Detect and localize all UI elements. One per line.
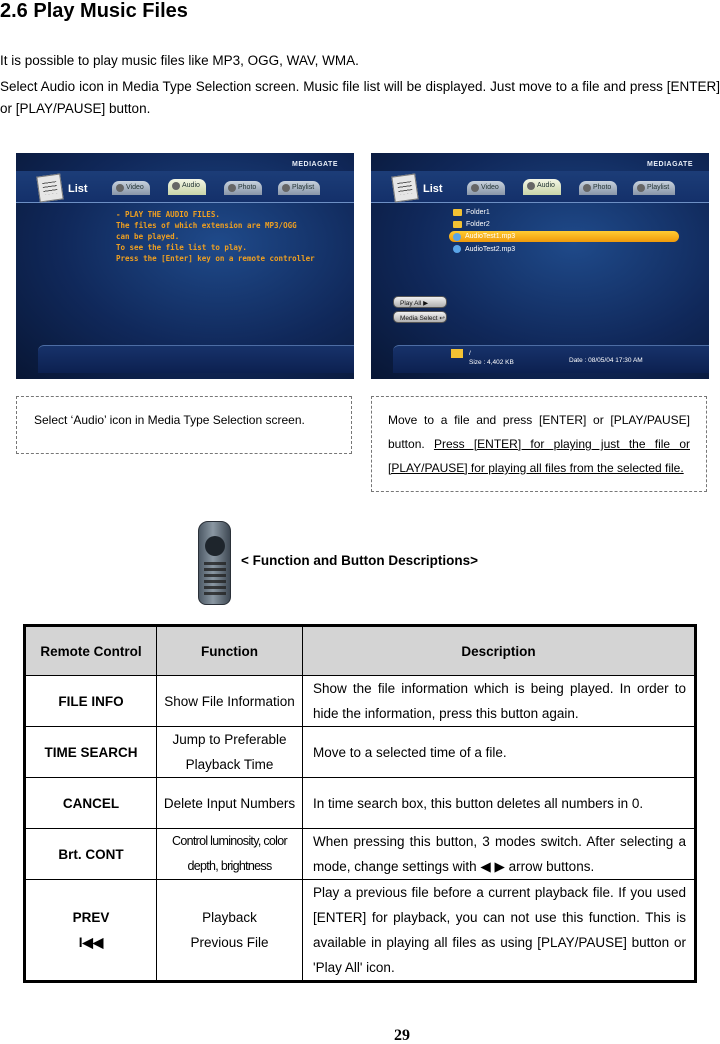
- playlist-icon: [282, 184, 290, 192]
- list-item-selected[interactable]: AudioTest1.mp3: [449, 231, 679, 242]
- caption-left: Select ‘Audio’ icon in Media Type Selection screen.: [16, 396, 352, 454]
- video-icon: [116, 184, 124, 192]
- list-icon: [391, 173, 418, 202]
- tab-playlist[interactable]: Playlist: [633, 181, 675, 195]
- list-item[interactable]: Folder2: [453, 221, 490, 228]
- list-item[interactable]: Folder1: [453, 209, 490, 216]
- audio-icon: [172, 182, 180, 190]
- path-info: / Size : 4,402 KB: [469, 350, 514, 366]
- media-select-button[interactable]: Media Select ↩: [393, 311, 447, 323]
- header-description: Description: [303, 626, 696, 676]
- function-table: [23, 624, 697, 983]
- audio-icon: [527, 182, 535, 190]
- screenshot-file-list: [371, 153, 709, 379]
- brand-logo: MEDIAGATE: [647, 161, 693, 168]
- table-row: TIME SEARCH Jump to Preferable Playback Time Move to a selected time of a file.: [25, 727, 696, 778]
- tab-photo[interactable]: Photo: [224, 181, 262, 195]
- list-label: List: [423, 183, 443, 195]
- music-icon: [453, 233, 461, 241]
- folder-icon: [453, 209, 462, 216]
- tab-audio[interactable]: Audio: [168, 179, 206, 195]
- video-icon: [471, 184, 479, 192]
- play-all-button[interactable]: Play All ▶: [393, 296, 447, 308]
- intro-line-2: Select Audio icon in Media Type Selection screen. Music file list will be displayed. Just move to a file and press [ENTER] or [PLAY/PAUSE] button.: [0, 79, 720, 116]
- screen-header: [371, 171, 709, 203]
- screenshot-audio-selection: [16, 153, 354, 379]
- date-info: Date : 08/05/04 17:30 AM: [569, 357, 643, 364]
- prev-track-icon: I◀◀: [78, 935, 104, 950]
- brt-cont-description: When pressing this button, 3 modes switch. After selecting a mode, change settings with ◀ ▶ arrow buttons.: [303, 829, 696, 880]
- tab-photo[interactable]: Photo: [579, 181, 617, 195]
- function-table-title: < Function and Button Descriptions>: [241, 553, 479, 568]
- audio-help-message: - PLAY THE AUDIO FILES. The files of which extension are MP3/OGG can be played. To see the file list to play. Press the [Enter] key on a remote controller: [116, 210, 315, 263]
- photo-icon: [228, 184, 236, 192]
- section-heading: 2.6 Play Music Files: [0, 0, 188, 22]
- brand-logo: MEDIAGATE: [292, 161, 338, 168]
- tab-audio[interactable]: Audio: [523, 179, 561, 195]
- tab-playlist[interactable]: Playlist: [278, 181, 320, 195]
- tab-video[interactable]: Video: [467, 181, 505, 195]
- playlist-icon: [637, 184, 645, 192]
- caption-right: Move to a file and press [ENTER] or [PLAY/PAUSE] button. Press [ENTER] for playing just the file or [PLAY/PAUSE] for playing all files from the selected file.: [371, 396, 707, 492]
- screen-footer: [38, 345, 354, 373]
- table-row: PREV I◀◀ Playback Previous File Play a previous file before a current playback file. If you used [ENTER] for playback, you can not use this function. This is available in playing all files as using [PLAY/PAUSE] button or 'Play All' icon.: [25, 880, 696, 982]
- table-row: FILE INFO Show File Information Show the file information which is being played. In order to hide the information, press this button again.: [25, 676, 696, 727]
- table-row: CANCEL Delete Input Numbers In time search box, this button deletes all numbers in 0.: [25, 778, 696, 829]
- music-icon: [453, 245, 461, 253]
- arrow-left-right-icon: ◀ ▶: [480, 859, 505, 874]
- intro-line-1: It is possible to play music files like MP3, OGG, WAV, WMA.: [0, 53, 359, 68]
- header-function: Function: [157, 626, 303, 676]
- tab-video[interactable]: Video: [112, 181, 150, 195]
- folder-icon: [451, 349, 463, 358]
- screen-header: [16, 171, 354, 203]
- photo-icon: [583, 184, 591, 192]
- remote-control-icon: [198, 521, 231, 605]
- folder-icon: [453, 221, 462, 228]
- list-label: List: [68, 183, 88, 195]
- screen-footer: [393, 345, 709, 373]
- page-number: 29: [394, 1027, 410, 1044]
- table-row: Brt. CONT Control luminosity, color depth, brightness When pressing this button, 3 modes switch. After selecting a mode, change settings with ◀ ▶ arrow buttons.: [25, 829, 696, 880]
- list-item[interactable]: AudioTest2.mp3: [453, 245, 515, 253]
- header-remote-control: Remote Control: [25, 626, 157, 676]
- list-icon: [36, 173, 63, 202]
